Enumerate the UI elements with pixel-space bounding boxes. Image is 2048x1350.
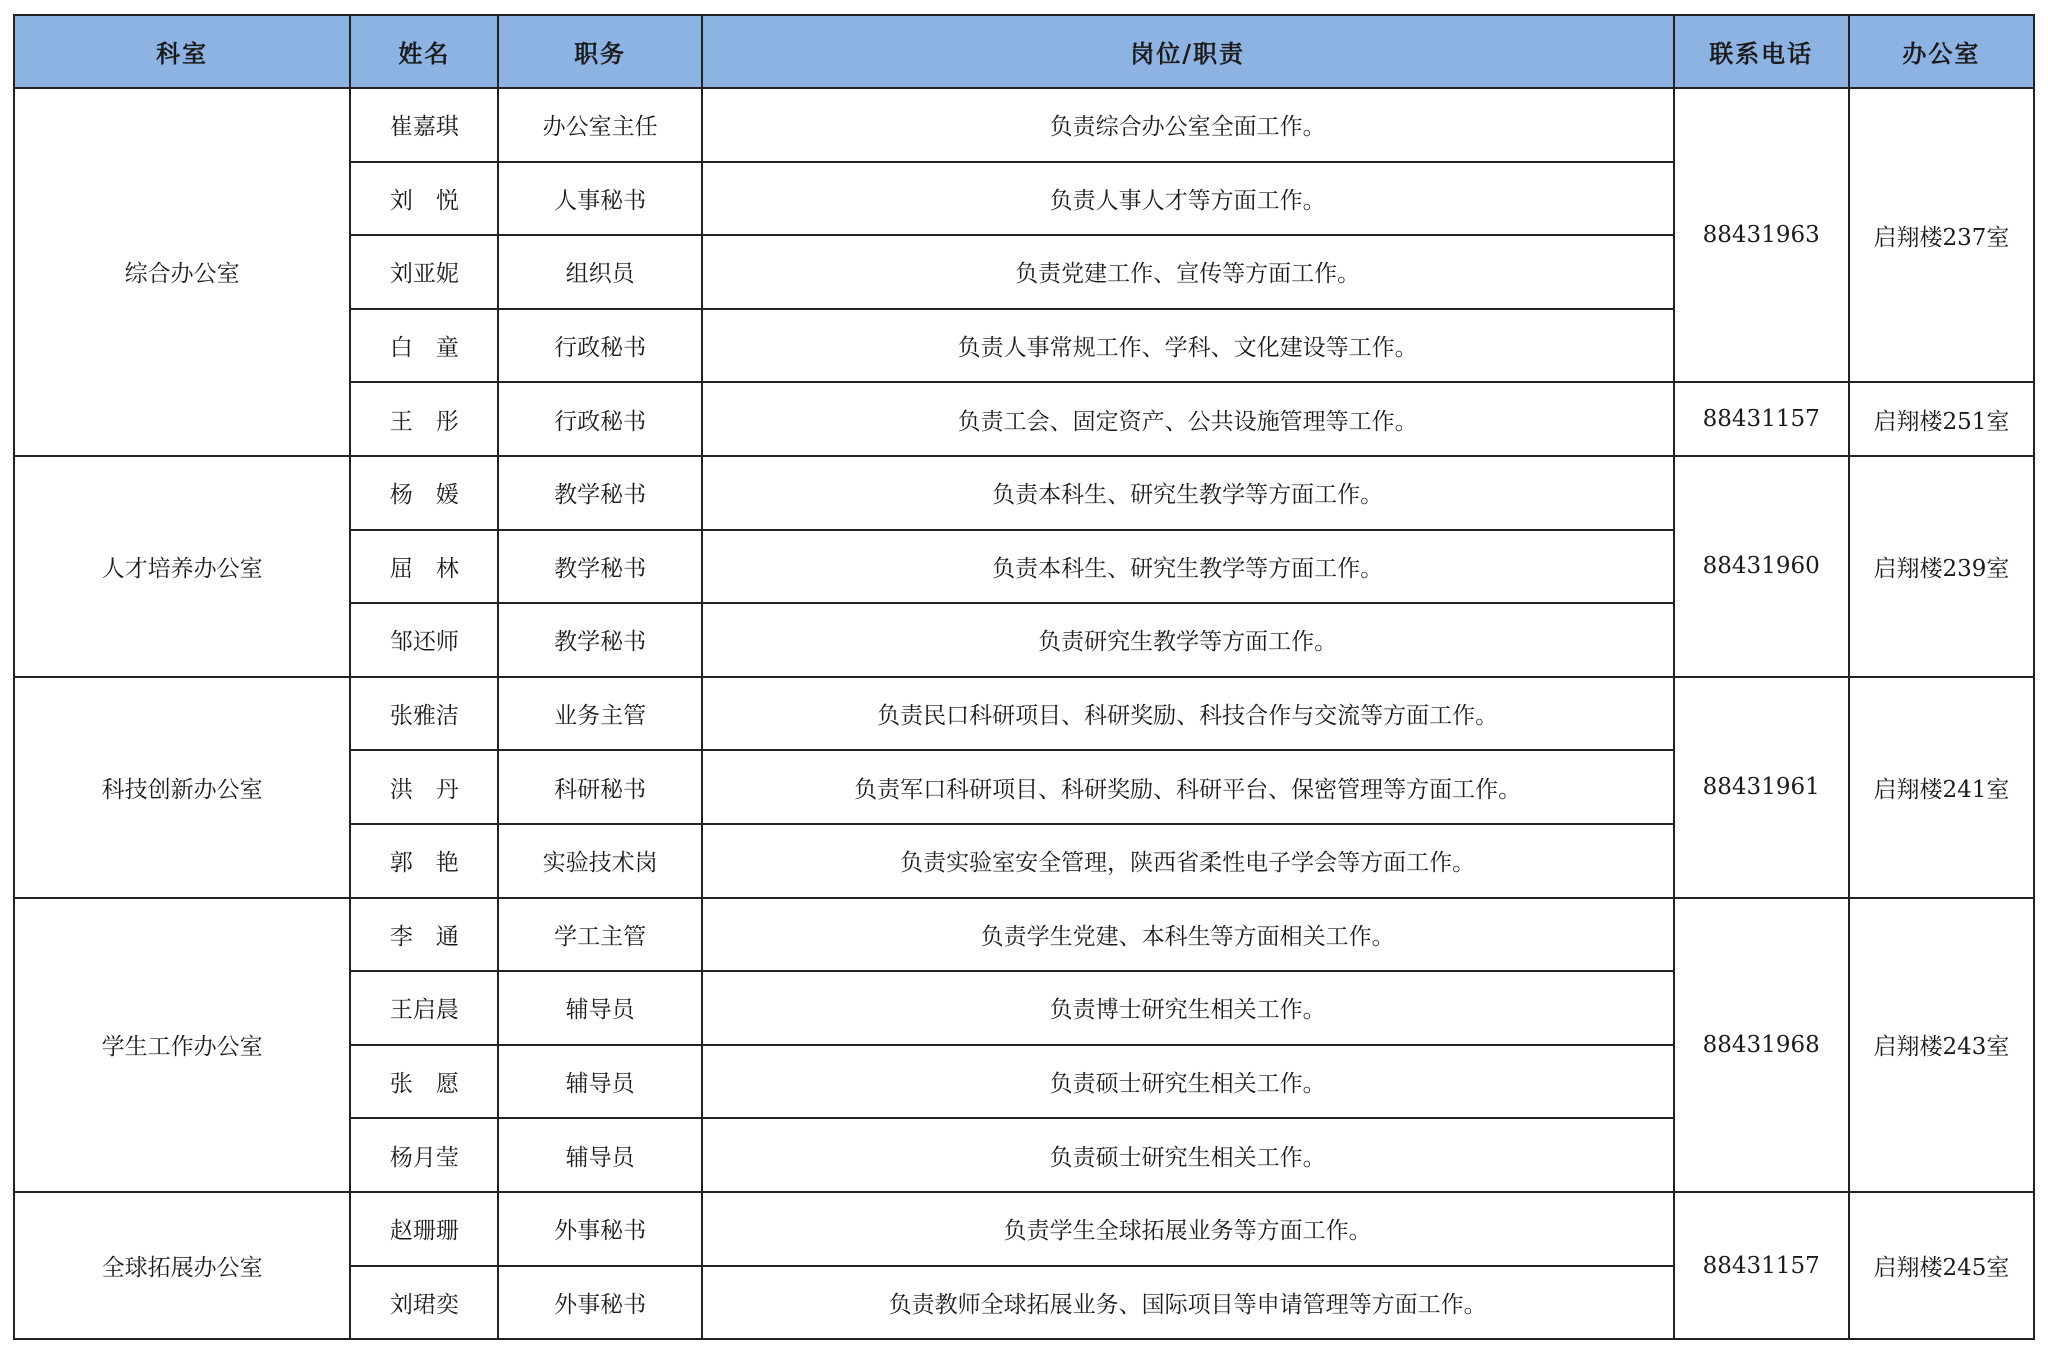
duty-cell: 负责博士研究生相关工作。 [702,971,1674,1045]
title-cell: 组织员 [498,235,701,309]
room-cell: 启翔楼241室 [1849,677,2034,898]
title-cell: 科研秘书 [498,750,701,824]
duty-cell: 负责硕士研究生相关工作。 [702,1045,1674,1119]
dept-cell: 综合办公室 [14,88,350,456]
name-cell: 刘珺奕 [350,1266,498,1340]
title-cell: 行政秘书 [498,382,701,456]
name-cell: 洪 丹 [350,750,498,824]
name-cell: 郭 艳 [350,824,498,898]
table-row [14,677,2034,751]
title-cell: 人事秘书 [498,162,701,236]
name-cell: 邹还师 [350,603,498,677]
header-room: 办公室 [1849,15,2034,88]
phone-cell: 88431960 [1674,456,1849,677]
dept-cell: 科技创新办公室 [14,677,350,898]
title-cell: 外事秘书 [498,1192,701,1266]
duty-cell: 负责工会、固定资产、公共设施管理等工作。 [702,382,1674,456]
dept-cell: 学生工作办公室 [14,898,350,1192]
name-cell: 崔嘉琪 [350,88,498,162]
phone-cell: 88431157 [1674,1192,1849,1339]
name-cell: 王 彤 [350,382,498,456]
title-cell: 教学秘书 [498,530,701,604]
title-cell: 辅导员 [498,1045,701,1119]
duty-cell: 负责综合办公室全面工作。 [702,88,1674,162]
duty-cell: 负责研究生教学等方面工作。 [702,603,1674,677]
name-cell: 杨月莹 [350,1118,498,1192]
title-cell: 教学秘书 [498,456,701,530]
name-cell: 赵珊珊 [350,1192,498,1266]
name-cell: 张雅洁 [350,677,498,751]
duty-cell: 负责本科生、研究生教学等方面工作。 [702,530,1674,604]
room-cell: 启翔楼243室 [1849,898,2034,1192]
name-cell: 李 通 [350,898,498,972]
name-cell: 刘亚妮 [350,235,498,309]
name-cell: 杨 媛 [350,456,498,530]
room-cell: 启翔楼245室 [1849,1192,2034,1339]
duty-cell: 负责民口科研项目、科研奖励、科技合作与交流等方面工作。 [702,677,1674,751]
title-cell: 办公室主任 [498,88,701,162]
header-name: 姓名 [350,15,498,88]
title-cell: 业务主管 [498,677,701,751]
name-cell: 张 愿 [350,1045,498,1119]
duty-cell: 负责教师全球拓展业务、国际项目等申请管理等方面工作。 [702,1266,1674,1340]
name-cell: 刘 悦 [350,162,498,236]
name-cell: 屈 林 [350,530,498,604]
title-cell: 外事秘书 [498,1266,701,1340]
dept-cell: 全球拓展办公室 [14,1192,350,1339]
name-cell: 王启晨 [350,971,498,1045]
title-cell: 实验技术岗 [498,824,701,898]
room-cell: 启翔楼251室 [1849,382,2034,456]
duty-cell: 负责军口科研项目、科研奖励、科研平台、保密管理等方面工作。 [702,750,1674,824]
duty-cell: 负责学生全球拓展业务等方面工作。 [702,1192,1674,1266]
duty-cell: 负责党建工作、宣传等方面工作。 [702,235,1674,309]
header-dept: 科室 [14,15,350,88]
room-cell: 启翔楼237室 [1849,88,2034,382]
duty-cell: 负责人事常规工作、学科、文化建设等工作。 [702,309,1674,383]
header-title: 职务 [498,15,701,88]
title-cell: 辅导员 [498,1118,701,1192]
title-cell: 教学秘书 [498,603,701,677]
header-phone: 联系电话 [1674,15,1849,88]
title-cell: 行政秘书 [498,309,701,383]
header-duty: 岗位/职责 [702,15,1674,88]
table-row [14,88,2034,162]
name-cell: 白 童 [350,309,498,383]
phone-cell: 88431961 [1674,677,1849,898]
table-row [14,898,2034,972]
title-cell: 学工主管 [498,898,701,972]
room-cell: 启翔楼239室 [1849,456,2034,677]
phone-cell: 88431968 [1674,898,1849,1192]
table-row [14,1192,2034,1266]
phone-cell: 88431963 [1674,88,1849,382]
duty-cell: 负责实验室安全管理，陕西省柔性电子学会等方面工作。 [702,824,1674,898]
dept-cell: 人才培养办公室 [14,456,350,677]
duty-cell: 负责学生党建、本科生等方面相关工作。 [702,898,1674,972]
table-header-row [14,15,2034,88]
staff-directory-table [13,14,2035,1340]
duty-cell: 负责人事人才等方面工作。 [702,162,1674,236]
duty-cell: 负责本科生、研究生教学等方面工作。 [702,456,1674,530]
table-row [14,456,2034,530]
phone-cell: 88431157 [1674,382,1849,456]
duty-cell: 负责硕士研究生相关工作。 [702,1118,1674,1192]
title-cell: 辅导员 [498,971,701,1045]
